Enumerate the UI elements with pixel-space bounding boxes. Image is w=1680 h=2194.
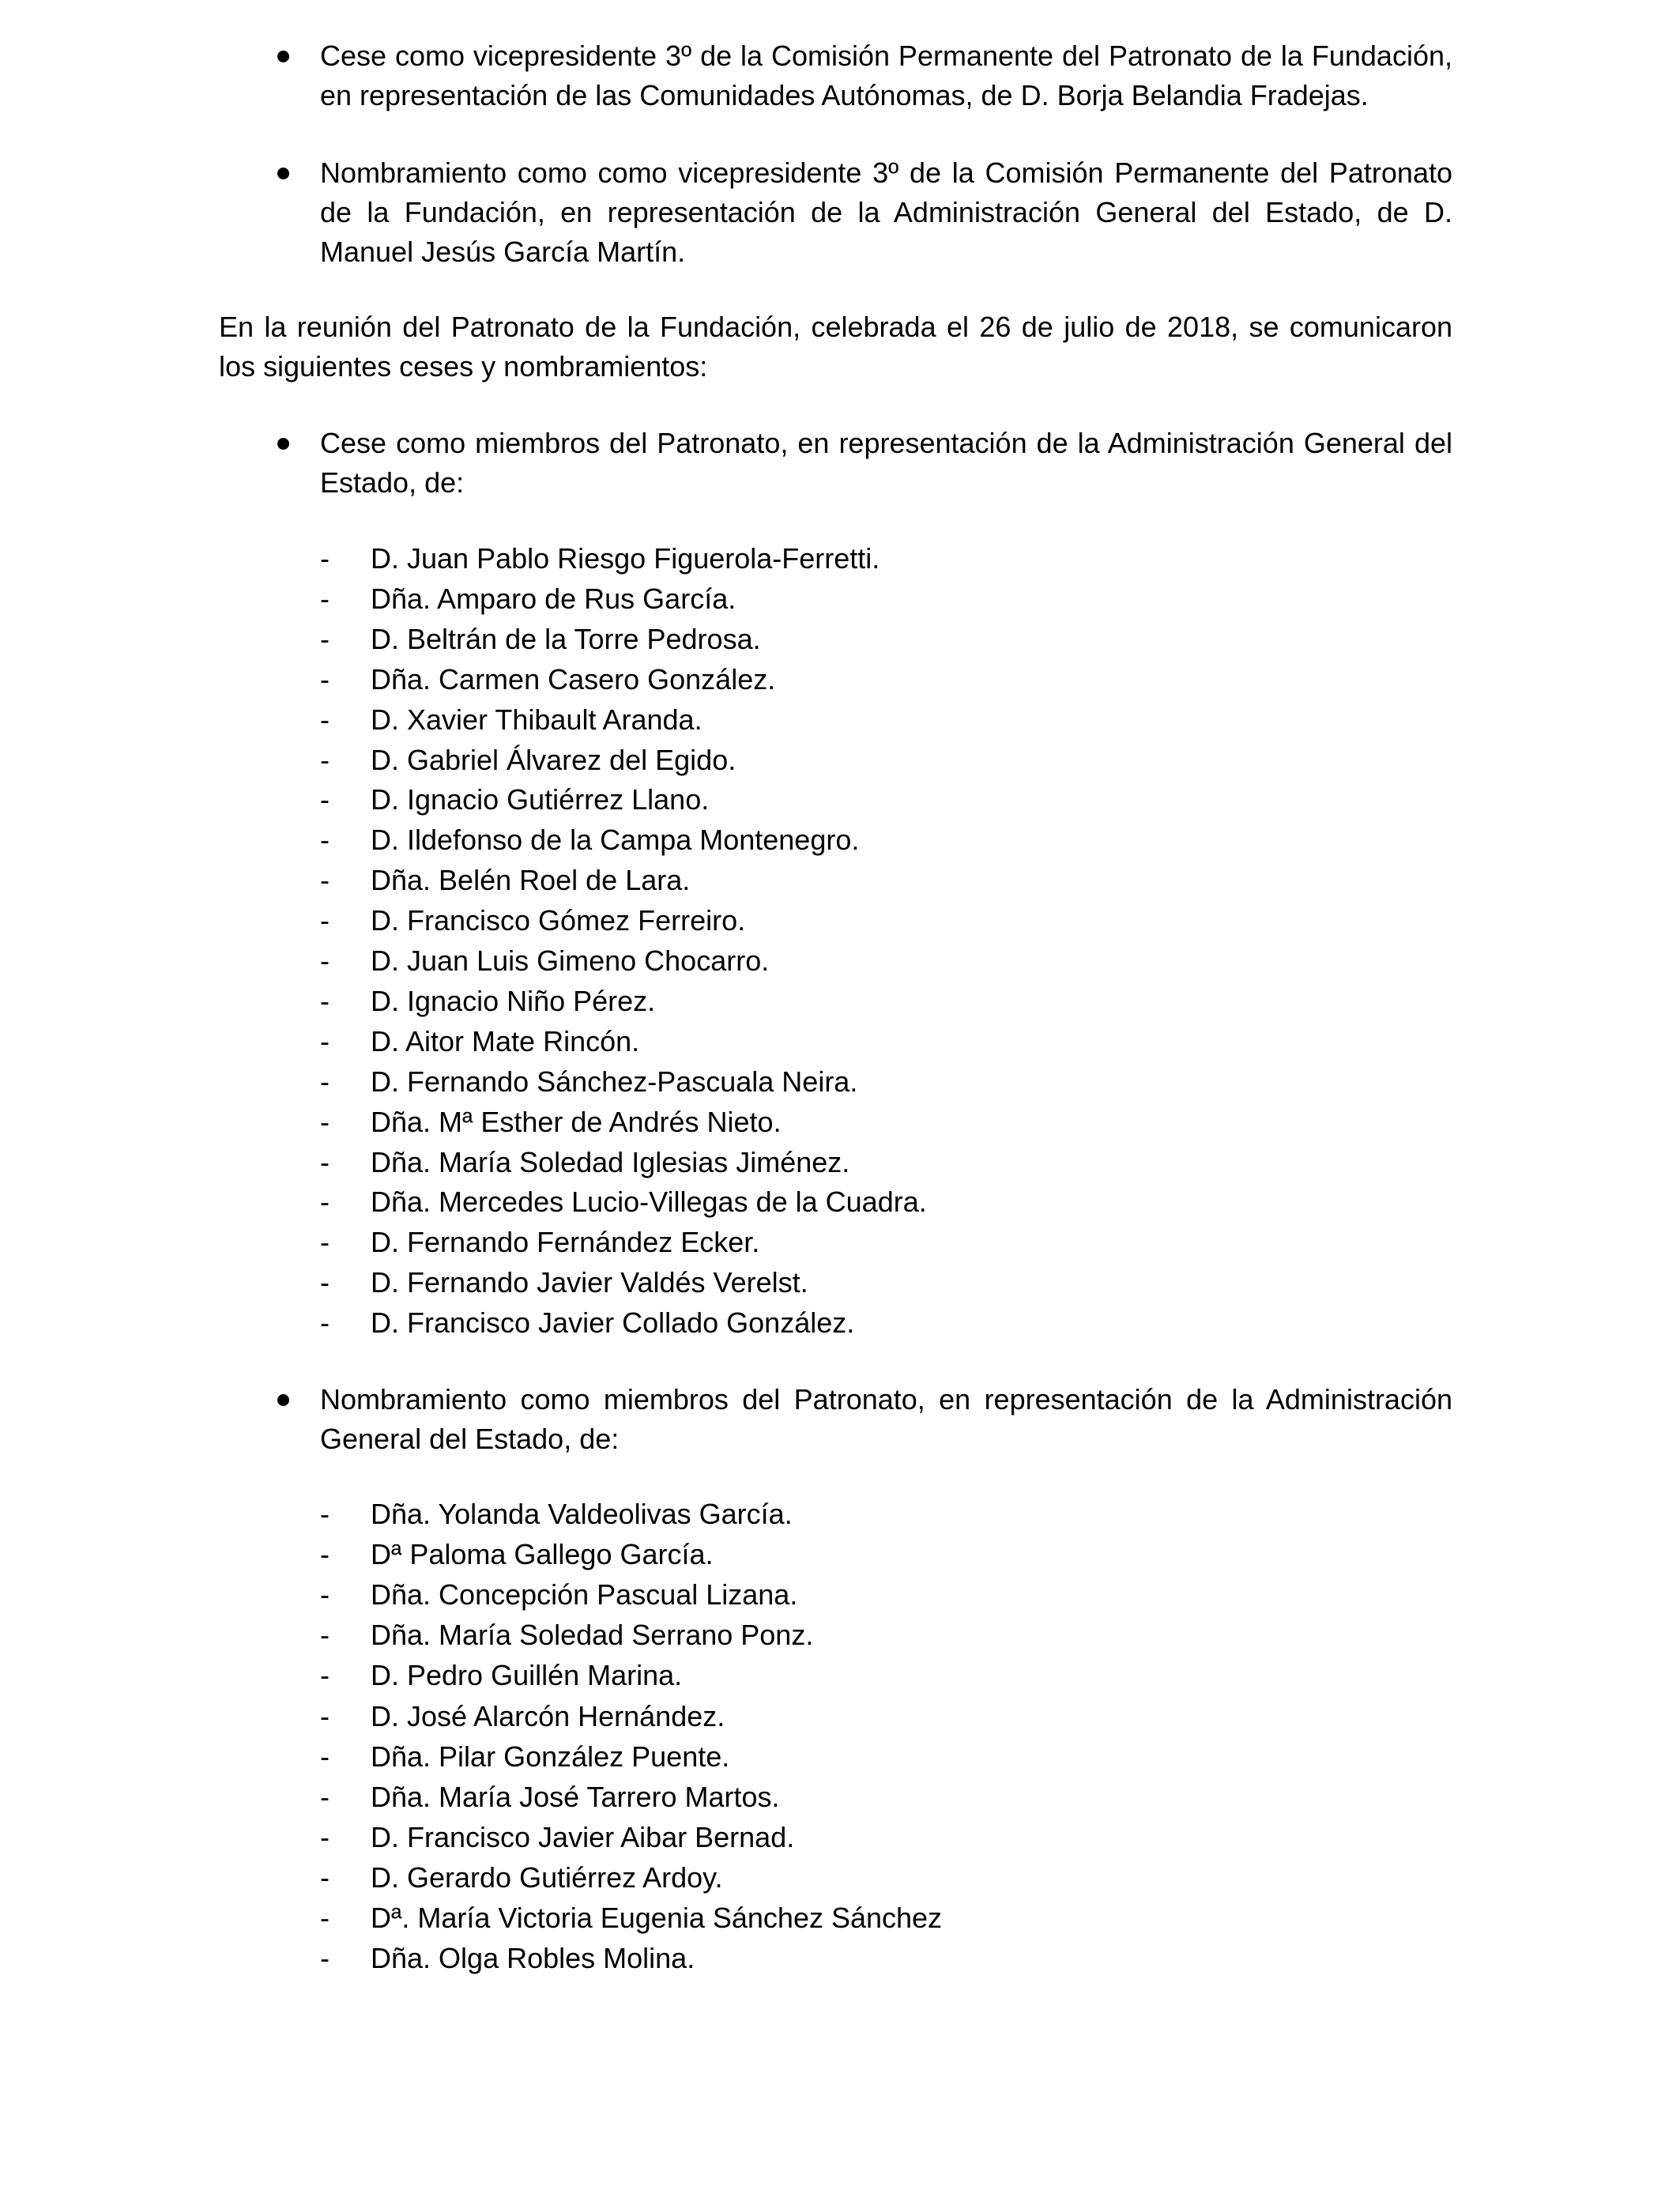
bullet-text: Nombramiento como miembros del Patronato, en representación de la Administración General del Estado, de: [320, 1383, 1452, 1455]
list-item [0, 1182, 1680, 1223]
dash-marker: - [320, 1902, 330, 1934]
list-item [0, 1818, 1680, 1858]
dash-marker: - [320, 1699, 330, 1732]
bullet-dot-icon [277, 438, 289, 450]
dash-marker: - [320, 1145, 330, 1178]
list-item [0, 1303, 1680, 1344]
list-item [0, 1143, 1680, 1183]
list-item [0, 1697, 1680, 1737]
list-item [0, 1022, 1680, 1062]
list-item [0, 700, 1680, 741]
dash-marker: - [320, 542, 330, 575]
list-item-text: Dña. Concepción Pascual Lizana. [371, 1578, 798, 1612]
dash-marker: - [320, 1538, 330, 1571]
bullet-text: Nombramiento como como vicepresidente 3º de la Comisión Permanente del Patronato de la Fundación, en representación de la Administración General del Estado, de D. Manuel Jesús García Martín. [320, 156, 1452, 268]
dash-marker: - [320, 1186, 330, 1219]
list-item [0, 861, 1680, 901]
list-item [0, 1223, 1680, 1263]
dash-marker: - [320, 1942, 330, 1975]
dash-marker: - [320, 1065, 330, 1098]
paragraph-text: En la reunión del Patronato de la Fundación, celebrada el 26 de julio de 2018, se comunicaron los siguientes ceses y nombramientos: [219, 311, 1452, 383]
list-item-text: D. Juan Pablo Riesgo Figuerola-Ferretti. [371, 542, 880, 575]
dash-marker: - [320, 622, 330, 655]
list-item [0, 1263, 1680, 1303]
dash-marker: - [320, 1306, 330, 1340]
list-item [0, 780, 1680, 820]
bullet-text: Cese como miembros del Patronato, en representación de la Administración General del Estado, de: [320, 427, 1452, 499]
dash-marker: - [320, 1266, 330, 1299]
dash-marker: - [320, 984, 330, 1017]
list-item-text: D. Gabriel Álvarez del Egido. [371, 743, 736, 776]
list-item-text: D. Beltrán de la Torre Pedrosa. [371, 622, 761, 655]
list-item-text: Dña. Carmen Casero González. [371, 662, 776, 696]
list-item-text: Dña. Mercedes Lucio-Villegas de la Cuadra. [371, 1186, 927, 1219]
list-item [0, 1898, 1680, 1939]
list-item-text: D. Fernando Fernández Ecker. [371, 1226, 760, 1259]
list-item-text: Dña. María Soledad Iglesias Jiménez. [371, 1145, 850, 1178]
dash-marker: - [320, 662, 330, 696]
dash-marker: - [320, 1105, 330, 1138]
list-item-text: D. Ignacio Gutiérrez Llano. [371, 783, 710, 816]
list-item [0, 1939, 1680, 1979]
list-item-text: D. Francisco Gómez Ferreiro. [371, 904, 746, 937]
list-item-text: D. Fernando Sánchez-Pascuala Neira. [371, 1065, 858, 1098]
dash-marker: - [320, 864, 330, 897]
list-item [0, 901, 1680, 941]
list-item [0, 1656, 1680, 1696]
list-item [0, 941, 1680, 982]
list-item-text: D. Francisco Javier Collado González. [371, 1306, 855, 1340]
list-item-text: Dña. María José Tarrero Martos. [371, 1780, 780, 1813]
list-item-text: D. Gerardo Gutiérrez Ardoy. [371, 1860, 723, 1894]
dash-marker: - [320, 1498, 330, 1530]
dash-marker: - [320, 703, 330, 736]
list-item [0, 1777, 1680, 1818]
dash-marker: - [320, 1740, 330, 1773]
list-item-text: D. Pedro Guillén Marina. [371, 1659, 683, 1692]
list-item [0, 579, 1680, 620]
list-item [0, 660, 1680, 700]
list-item-text: Dña. María Soledad Serrano Ponz. [371, 1619, 814, 1652]
list-item-text: D. Aitor Mate Rincón. [371, 1024, 640, 1057]
dash-marker: - [320, 1860, 330, 1894]
list-item [0, 820, 1680, 861]
dash-marker: - [320, 824, 330, 857]
dash-marker: - [320, 904, 330, 937]
list-item-text: Dª. María Victoria Eugenia Sánchez Sánchez [371, 1902, 943, 1934]
dash-marker: - [320, 944, 330, 977]
dash-marker: - [320, 1619, 330, 1652]
list-item [0, 1858, 1680, 1898]
list-item [0, 620, 1680, 660]
list-item [0, 1535, 1680, 1575]
list-item-text: D. Ignacio Niño Pérez. [371, 984, 656, 1017]
dash-marker: - [320, 1578, 330, 1612]
list-item [0, 1737, 1680, 1777]
dash-marker: - [320, 1780, 330, 1813]
list-item [0, 1103, 1680, 1143]
list-item-text: Dña. Mª Esther de Andrés Nieto. [371, 1105, 782, 1138]
bullet-text: Cese como vicepresidente 3º de la Comisión Permanente del Patronato de la Fundación, en representación de las Comunidades Autónomas, de D. Borja Belandia Fradejas. [320, 40, 1452, 111]
list-item-text: Dña. Yolanda Valdeolivas García. [371, 1498, 793, 1530]
dash-marker: - [320, 582, 330, 615]
list-item [0, 1495, 1680, 1535]
list-item-text: D. Francisco Javier Aibar Bernad. [371, 1820, 795, 1853]
list-item-text: Dña. Pilar González Puente. [371, 1740, 730, 1773]
list-item [0, 1575, 1680, 1615]
list-item-text: D. José Alarcón Hernández. [371, 1699, 725, 1732]
dash-marker: - [320, 783, 330, 816]
list-item-text: D. Juan Luis Gimeno Chocarro. [371, 944, 770, 977]
list-item-text: D. Ildefonso de la Campa Montenegro. [371, 824, 860, 857]
bullet-dot-icon [277, 1394, 289, 1406]
list-item [0, 1062, 1680, 1103]
list-item [0, 1615, 1680, 1656]
dash-marker: - [320, 743, 330, 776]
dash-marker: - [320, 1820, 330, 1853]
dash-marker: - [320, 1226, 330, 1259]
list-item-text: Dña. Amparo de Rus García. [371, 582, 736, 615]
list-item [0, 982, 1680, 1022]
dash-marker: - [320, 1659, 330, 1692]
bullet-dot-icon [277, 168, 289, 179]
list-item [0, 539, 1680, 579]
list-item-text: Dña. Belén Roel de Lara. [371, 864, 691, 897]
list-item-text: D. Xavier Thibault Aranda. [371, 703, 703, 736]
dash-marker: - [320, 1024, 330, 1057]
bullet-dot-icon [277, 51, 289, 62]
list-item-text: Dña. Olga Robles Molina. [371, 1942, 695, 1975]
list-item-text: D. Fernando Javier Valdés Verelst. [371, 1266, 808, 1299]
list-item [0, 741, 1680, 781]
list-item-text: Dª Paloma Gallego García. [371, 1538, 714, 1571]
